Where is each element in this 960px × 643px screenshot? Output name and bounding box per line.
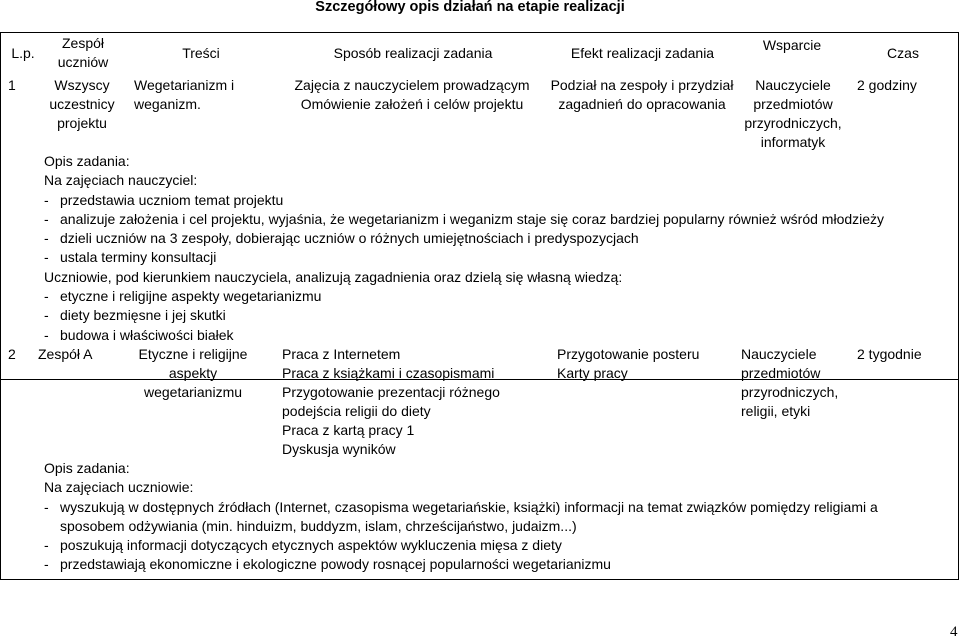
list-item: - przedstawia uczniom temat projektu	[44, 191, 284, 208]
row1-effect: Podział na zespoły i przydział zagadnień do opracowania	[550, 77, 734, 112]
row2-method-line: Praca z książkami i czasopismami	[282, 365, 495, 381]
header-effect: Efekt realizacji zadania	[570, 45, 715, 61]
header-support: Wsparcie	[762, 37, 822, 53]
list-item: - budowa i właściwości białek	[44, 326, 234, 343]
row2-effect-line: Karty pracy	[557, 365, 628, 381]
row2-description	[44, 459, 914, 575]
row2-content: Etyczne i religijne aspekty wegetarianizmu	[138, 346, 248, 400]
row2-method-line: Praca z Internetem	[282, 346, 401, 362]
header-lp: L.p.	[11, 45, 35, 61]
header-time: Czas	[887, 45, 919, 61]
row2-effect	[557, 345, 732, 383]
row2-method-line: Dyskusja wyników	[282, 441, 396, 457]
table-border-bottom	[0, 579, 959, 580]
row2-desc-heading: Opis zadania:	[44, 460, 130, 476]
list-item: - etyczne i religijne aspekty wegetarianizmu	[44, 288, 322, 305]
table-border-top	[0, 32, 959, 33]
row1-method: Zajęcia z nauczycielem prowadzącym Omówienie założeń i celów projektu	[294, 77, 530, 112]
row1-content: Wegetarianizm i weganizm.	[134, 77, 235, 112]
row2-method-line: Przygotowanie prezentacji różnego podejścia religii do diety	[282, 384, 500, 419]
activities-table	[0, 32, 960, 580]
row1-lp: 1	[8, 77, 16, 93]
row1-support: Nauczyciele przedmiotów przyrodniczych, informatyk	[744, 77, 842, 150]
table-border-left	[0, 32, 1, 580]
header-method: Sposób realizacji zadania	[333, 45, 493, 61]
page-number: 4	[950, 624, 958, 640]
row2-time: 2 tygodnie	[857, 346, 922, 362]
list-item: - dzieli uczniów na 3 zespoły, dobierając uczniów o różnych umiejętnościach i predyspozycjach	[44, 230, 639, 247]
list-item: - diety bezmięsne i jej skutki	[44, 307, 226, 324]
table-border-right	[958, 32, 959, 580]
row2-lp: 2	[8, 346, 16, 362]
row2-method-line: Praca z kartą pracy 1	[282, 422, 415, 438]
row1-desc-intro2: Uczniowie, pod kierunkiem nauczyciela, analizują zagadnienia oraz dzielą się własną wiedzą:	[44, 268, 623, 285]
row1-description	[44, 152, 954, 345]
header-group: Zespół uczniów	[57, 35, 109, 70]
list-item: - analizuje założenia i cel projektu, wyjaśnia, że wegetarianizm i weganizm staje się coraz bardziej popularny również wśród młodzieży	[44, 210, 885, 227]
list-item: - ustala terminy konsultacji	[44, 249, 217, 266]
row2-group: Zespół A	[38, 346, 93, 362]
row2-effect-line: Przygotowanie posteru	[557, 346, 700, 362]
list-item: - wyszukują w dostępnych źródłach (Internet, czasopisma wegetariańskie, książki) informacji na temat związków pomiędzy religiami a sposobem odżywiania (min. hinduizm, buddyzm, islam, chrześcijaństwo, judaizm...)	[44, 498, 878, 534]
row2-support: Nauczyciele przedmiotów przyrodniczych, religii, etyki	[741, 346, 839, 419]
header-content: Treści	[182, 45, 220, 61]
page-title: Szczegółowy opis działań na etapie realizacji	[315, 0, 625, 15]
row1-time: 2 godziny	[857, 77, 917, 93]
list-item: - przedstawiają ekonomiczne i ekologiczne powody rosnącej popularności wegetarianizmu	[44, 556, 611, 573]
list-item: - poszukują informacji dotyczących etycznych aspektów wykluczenia mięsa z diety	[44, 537, 562, 554]
row1-desc-intro: Na zajęciach nauczyciel:	[44, 172, 198, 189]
row1-group: Wszyscy uczestnicy projektu	[49, 77, 115, 131]
row1-desc-heading: Opis zadania:	[44, 153, 130, 169]
row2-method	[282, 345, 522, 459]
row2-desc-intro: Na zajęciach uczniowie:	[44, 479, 194, 496]
